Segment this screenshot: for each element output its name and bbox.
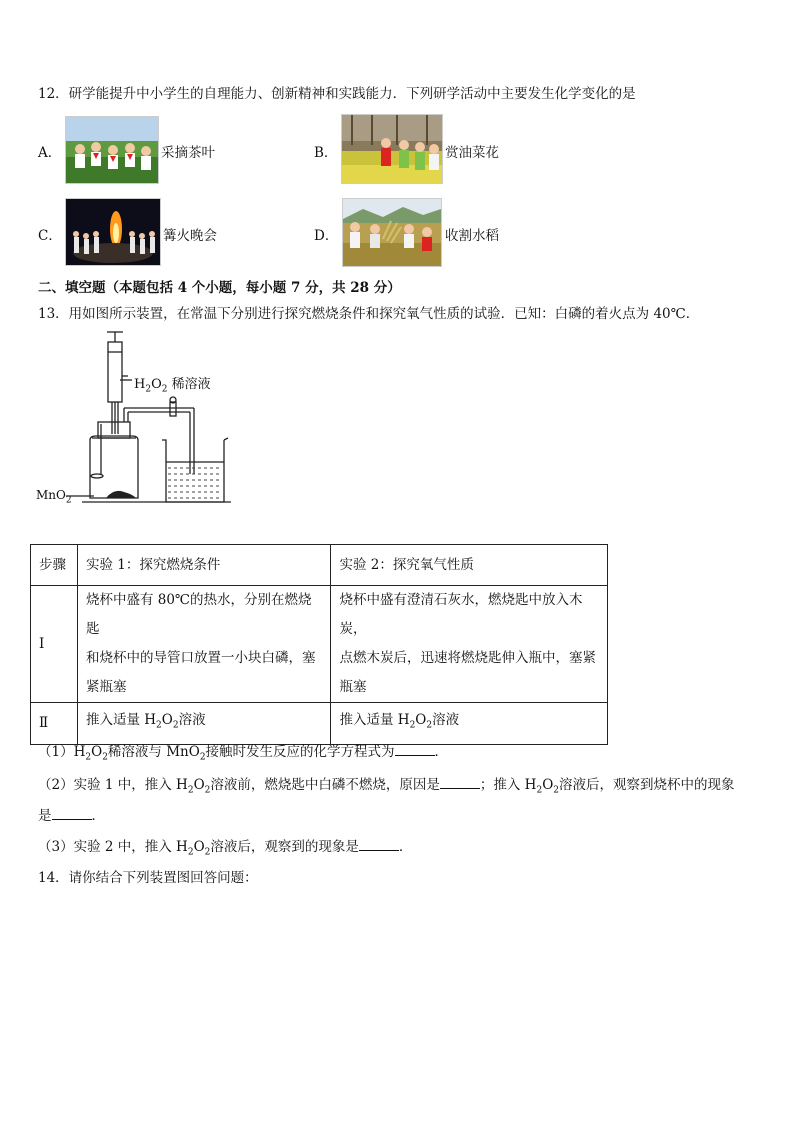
q12-stem: 12．研学能提升中小学生的自理能力、创新精神和实践能力．下列研学活动中主要发生化学变化的是 <box>38 86 636 102</box>
option-a-text: 采摘茶叶 <box>161 145 215 161</box>
row1-exp1-line: 紧瓶塞 <box>85 679 127 695</box>
row2-exp2: 推入适量 $H_2O_2$溶液 <box>331 703 608 745</box>
row2-step: Ⅱ <box>31 703 78 745</box>
option-d-letter: D． <box>314 228 339 244</box>
photo-bonfire-party <box>65 198 161 266</box>
row1-exp2-line: 点燃木炭后，迅速将燃烧匙伸入瓶中，塞紧 <box>339 650 596 666</box>
mno2-label: MnO$_2$ <box>36 488 72 506</box>
steps-table <box>30 544 608 745</box>
answer-blank[interactable] <box>359 838 399 851</box>
q13-sub1: $(1)H_2O_2$稀溶液与 MnO$_2$接触时发生反应的化学方程式为 ． <box>38 744 449 763</box>
option-c-letter: C． <box>38 228 62 244</box>
header-exp1: 实验 1：探究燃烧条件 <box>77 545 331 586</box>
h2o2-label: $H_2O_2$ 稀溶液 <box>134 377 211 395</box>
row1-exp1 <box>77 586 331 703</box>
row2-exp1: 推入适量 $H_2O_2$溶液 <box>77 703 331 745</box>
apparatus-diagram <box>36 328 246 510</box>
q13-stem: 13．用如图所示装置，在常温下分别进行探究燃烧条件和探究氧气性质的试验．已知：白磷的着火点为 40℃． <box>38 306 700 322</box>
row1-step: Ⅰ <box>31 586 78 703</box>
q14-stem: 14．请你结合下列装置图回答问题： <box>38 870 258 886</box>
row1-exp2-line: 瓶塞 <box>339 679 367 695</box>
header-step: 步骤 <box>31 545 78 586</box>
option-b-text: 赏油菜花 <box>445 145 499 161</box>
option-a-letter: A． <box>38 145 62 161</box>
row1-exp1-line: 和烧杯中的导管口放置一小块白磷，塞 <box>85 650 316 666</box>
option-b-letter: B． <box>314 145 338 161</box>
answer-blank[interactable] <box>395 743 435 756</box>
row1-exp2-line: 烧杯中盛有澄清石灰水，燃烧匙中放入木炭， <box>339 592 583 637</box>
section-heading: 二、填空题（本题包括 4 个小题，每小题 7 分，共 28 分） <box>38 280 401 296</box>
q13-sub2-line2: 是 ． <box>38 808 105 824</box>
photo-picking-tea <box>65 116 159 184</box>
header-exp2: 实验 2：探究氧气性质 <box>331 545 608 586</box>
option-d-text: 收割水稻 <box>445 228 499 244</box>
row1-exp2 <box>331 586 608 703</box>
q13-sub2-line1: （2）实验 1 中，推入 $H_2O_2$溶液前，燃烧匙中白磷不燃烧，原因是 ；推入 $H_2O_2$溶液后，观察到烧杯中的现象 <box>38 777 735 796</box>
row1-exp1-line: 烧杯中盛有 80℃的热水，分别在燃烧匙 <box>85 592 312 637</box>
photo-rapeseed-flowers <box>341 114 443 184</box>
q13-sub3: （3）实验 2 中，推入 $H_2O_2$溶液后，观察到的现象是 ． <box>38 839 413 858</box>
answer-blank[interactable] <box>440 776 480 789</box>
photo-harvest-rice <box>342 198 442 267</box>
answer-blank[interactable] <box>52 807 92 820</box>
option-c-text: 篝火晚会 <box>163 228 217 244</box>
